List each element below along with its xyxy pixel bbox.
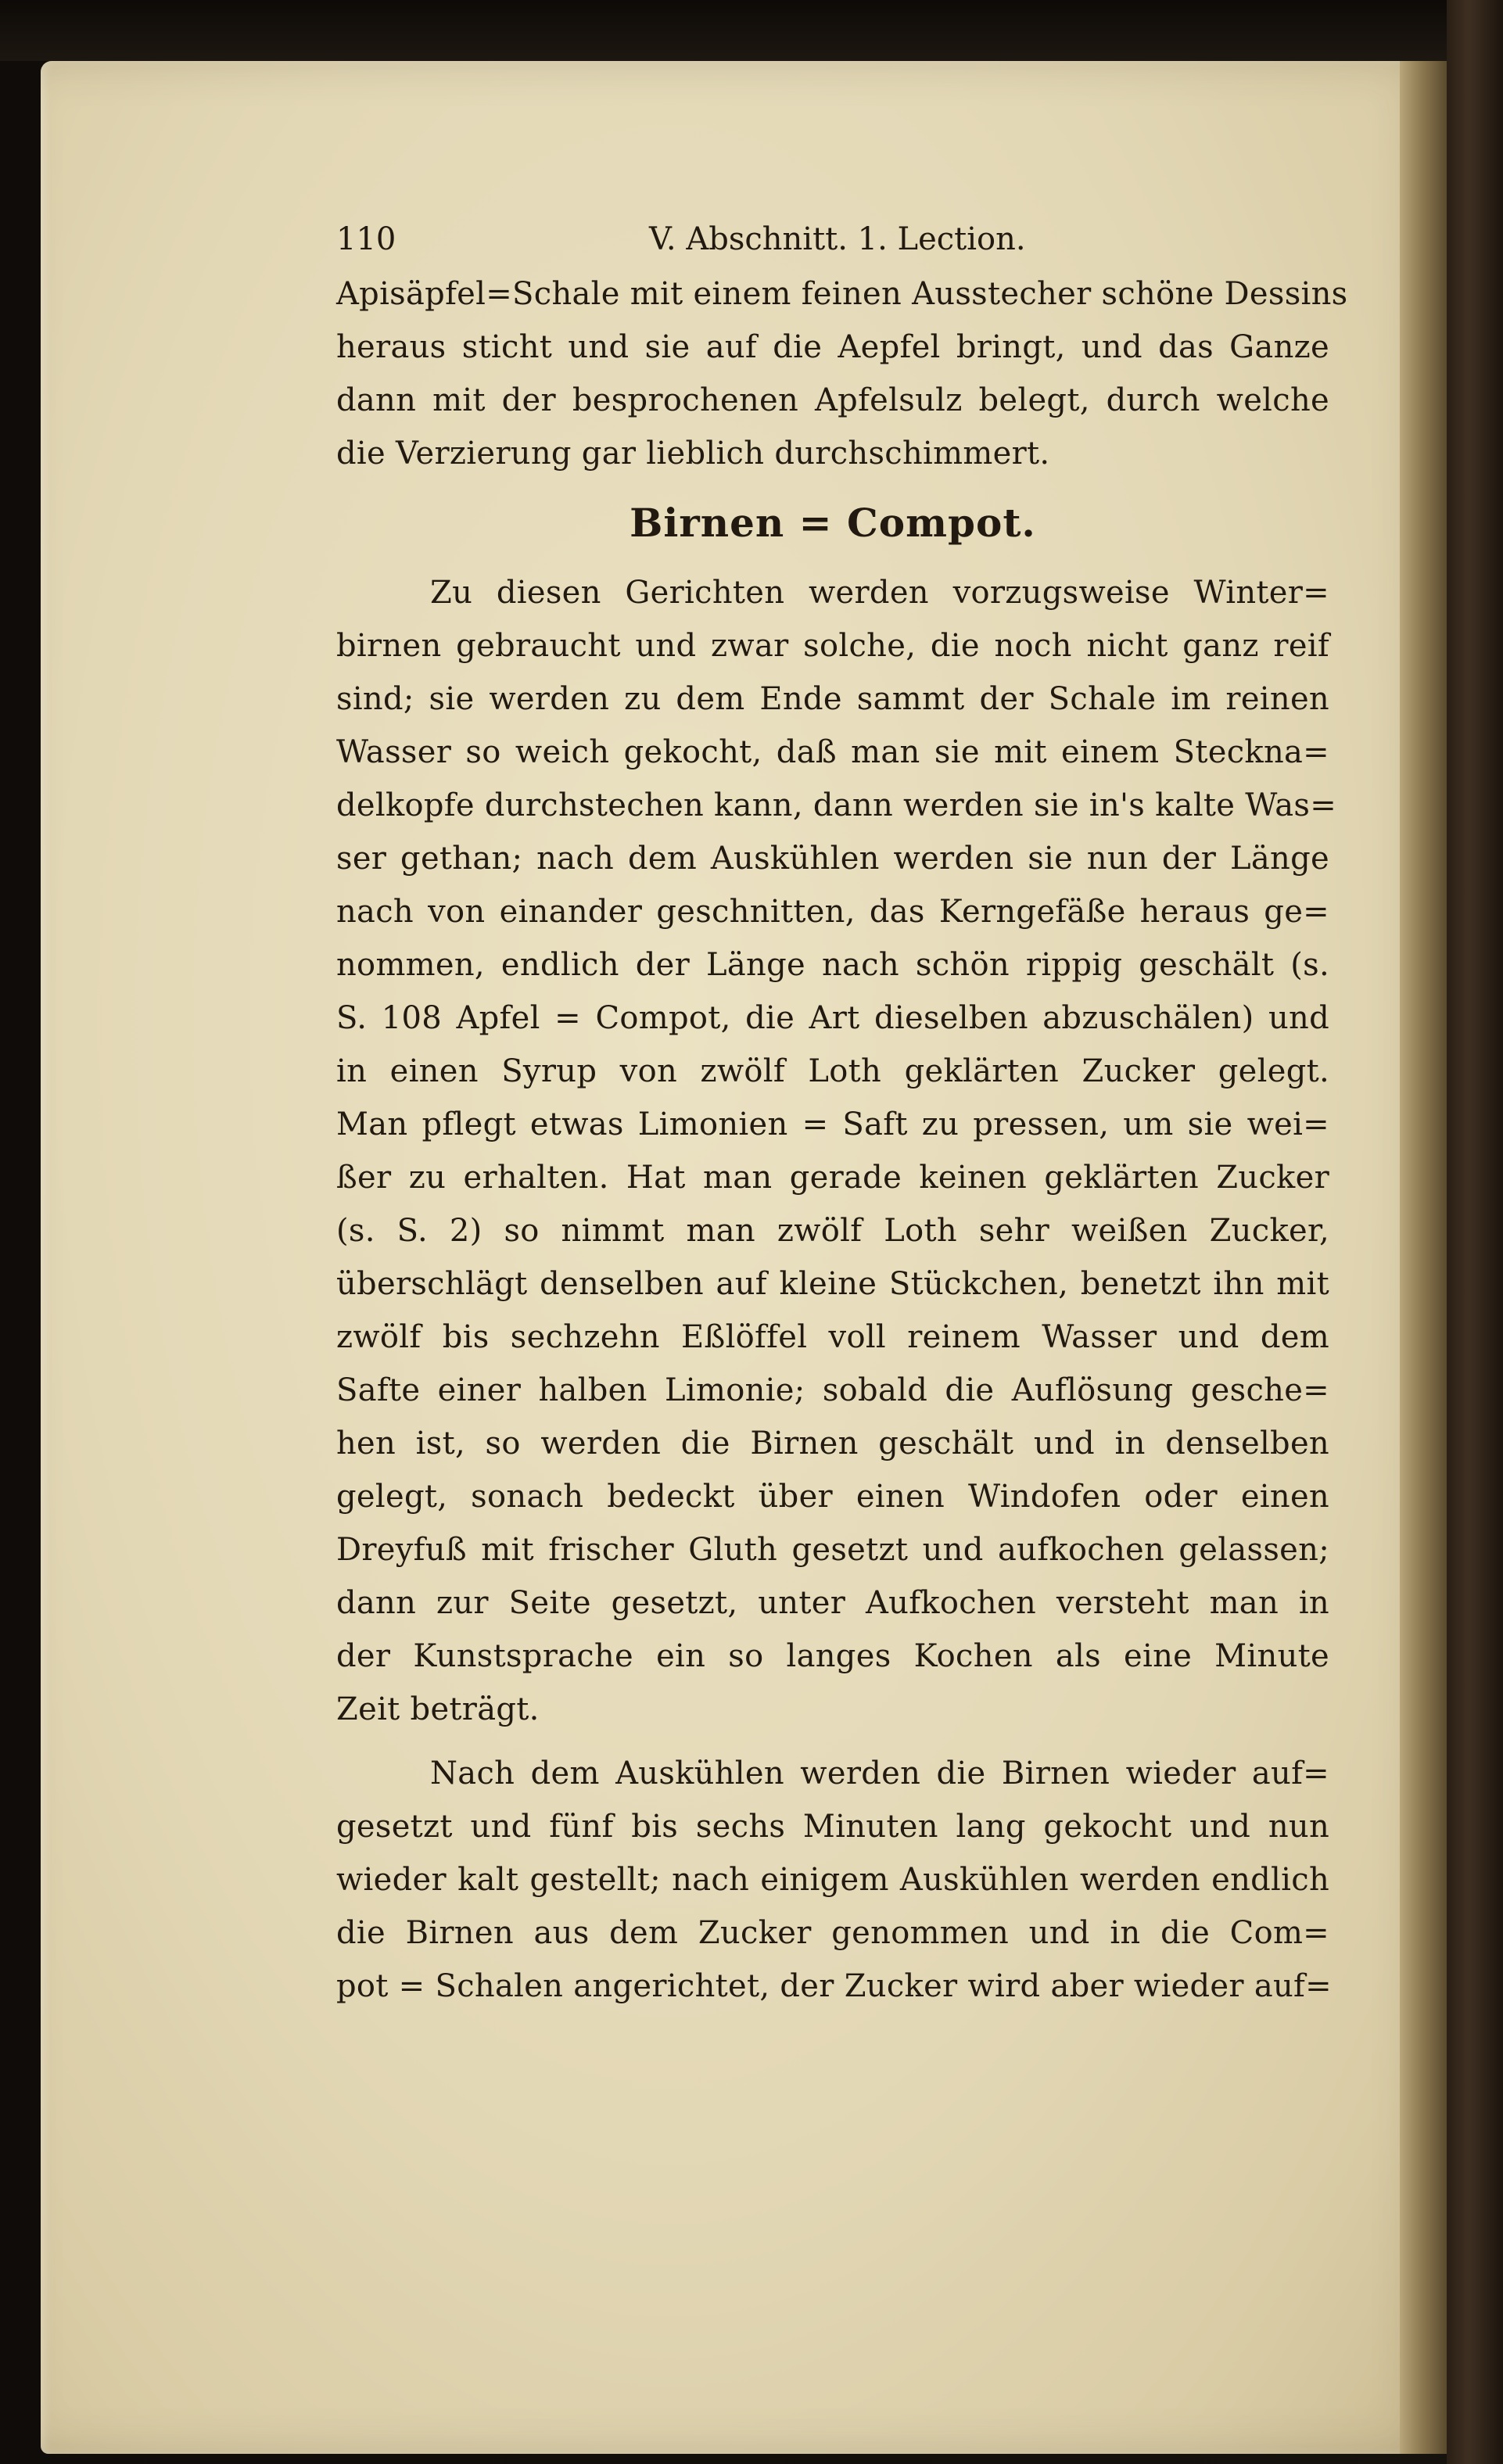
text-line: nach von einander geschnitten, das Kerngefäße heraus ge= (336, 894, 1329, 930)
text-line: gelegt, sonach bedeckt über einen Windofen oder einen (336, 1479, 1329, 1515)
paragraph-gap (336, 1736, 1329, 1747)
text-line: hen ist, so werden die Birnen geschält und in denselben (336, 1426, 1329, 1462)
running-head (336, 211, 1329, 267)
text-line: zwölf bis sechzehn Eßlöffel voll reinem Wasser und dem (336, 1319, 1329, 1355)
text-line: in einen Syrup von zwölf Loth geklärten Zucker gelegt. (336, 1053, 1329, 1089)
text-line: Dreyfuß mit frischer Gluth gesetzt und aufkochen gelassen; (336, 1532, 1329, 1568)
text-line: S. 108 Apfel = Compot, die Art dieselben abzuschälen) und (336, 1000, 1329, 1036)
text-line: ser gethan; nach dem Auskühlen werden sie nun der Länge (336, 841, 1329, 877)
text-line: nommen, endlich der Länge nach schön rippig geschält (s. (336, 947, 1329, 983)
text-line: Zeit beträgt. (336, 1691, 540, 1727)
running-head-title: V. Abschnitt. 1. Lection. (649, 221, 1026, 257)
section-heading: Birnen = Compot. (630, 500, 1036, 546)
page-gutter-shadow (1400, 61, 1447, 2454)
paragraph-auskuehlen (336, 1747, 1332, 2013)
text-line: birnen gebraucht und zwar solche, die noch nicht ganz reif (336, 628, 1329, 664)
text-line: Nach dem Auskühlen werden die Birnen wieder auf= (430, 1756, 1329, 1792)
text-line: überschlägt denselben auf kleine Stückchen, benetzt ihn mit (336, 1266, 1329, 1302)
text-line: pot = Schalen angerichtet, der Zucker wird aber wieder auf= (336, 1968, 1332, 2004)
book-binding-edge (1447, 0, 1503, 2464)
text-line: sind; sie werden zu dem Ende sammt der Schale im reinen (336, 681, 1329, 717)
text-line: delkopfe durchstechen kann, dann werden sie in's kalte Was= (336, 787, 1337, 823)
text-line: die Verzierung gar lieblich durchschimmert. (336, 436, 1050, 472)
text-line: dann mit der besprochenen Apfelsulz belegt, durch welche (336, 382, 1329, 418)
paragraph-birnen-compot (336, 566, 1337, 1736)
page-text-block (336, 211, 1348, 2013)
text-line: Apisäpfel=Schale mit einem feinen Ausstecher schöne Dessins (336, 276, 1348, 312)
text-line: die Birnen aus dem Zucker genommen und in die Com= (336, 1915, 1329, 1951)
text-line: der Kunstsprache ein so langes Kochen als eine Minute (336, 1638, 1329, 1674)
paragraph-continuation (336, 267, 1348, 480)
text-line: heraus sticht und sie auf die Aepfel bringt, und das Ganze (336, 329, 1329, 365)
text-line: ßer zu erhalten. Hat man gerade keinen geklärten Zucker (336, 1160, 1329, 1196)
text-line: Wasser so weich gekocht, daß man sie mit einem Stecknа= (336, 734, 1329, 770)
scan-top-border (0, 0, 1503, 61)
page-number: 110 (336, 221, 396, 257)
text-line: (s. S. 2) so nimmt man zwölf Loth sehr weißen Zucker, (336, 1213, 1329, 1249)
text-line: Zu diesen Gerichten werden vorzugsweise Winter= (430, 575, 1329, 611)
text-line: Man pflegt etwas Limonien = Saft zu pressen, um sie wei= (336, 1106, 1329, 1142)
text-line: wieder kalt gestellt; nach einigem Auskühlen werden endlich (336, 1862, 1329, 1898)
text-line: gesetzt und fünf bis sechs Minuten lang gekocht und nun (336, 1809, 1329, 1845)
text-line: Safte einer halben Limonie; sobald die Auflösung gesche= (336, 1372, 1329, 1408)
text-line: dann zur Seite gesetzt, unter Aufkochen versteht man in (336, 1585, 1329, 1621)
